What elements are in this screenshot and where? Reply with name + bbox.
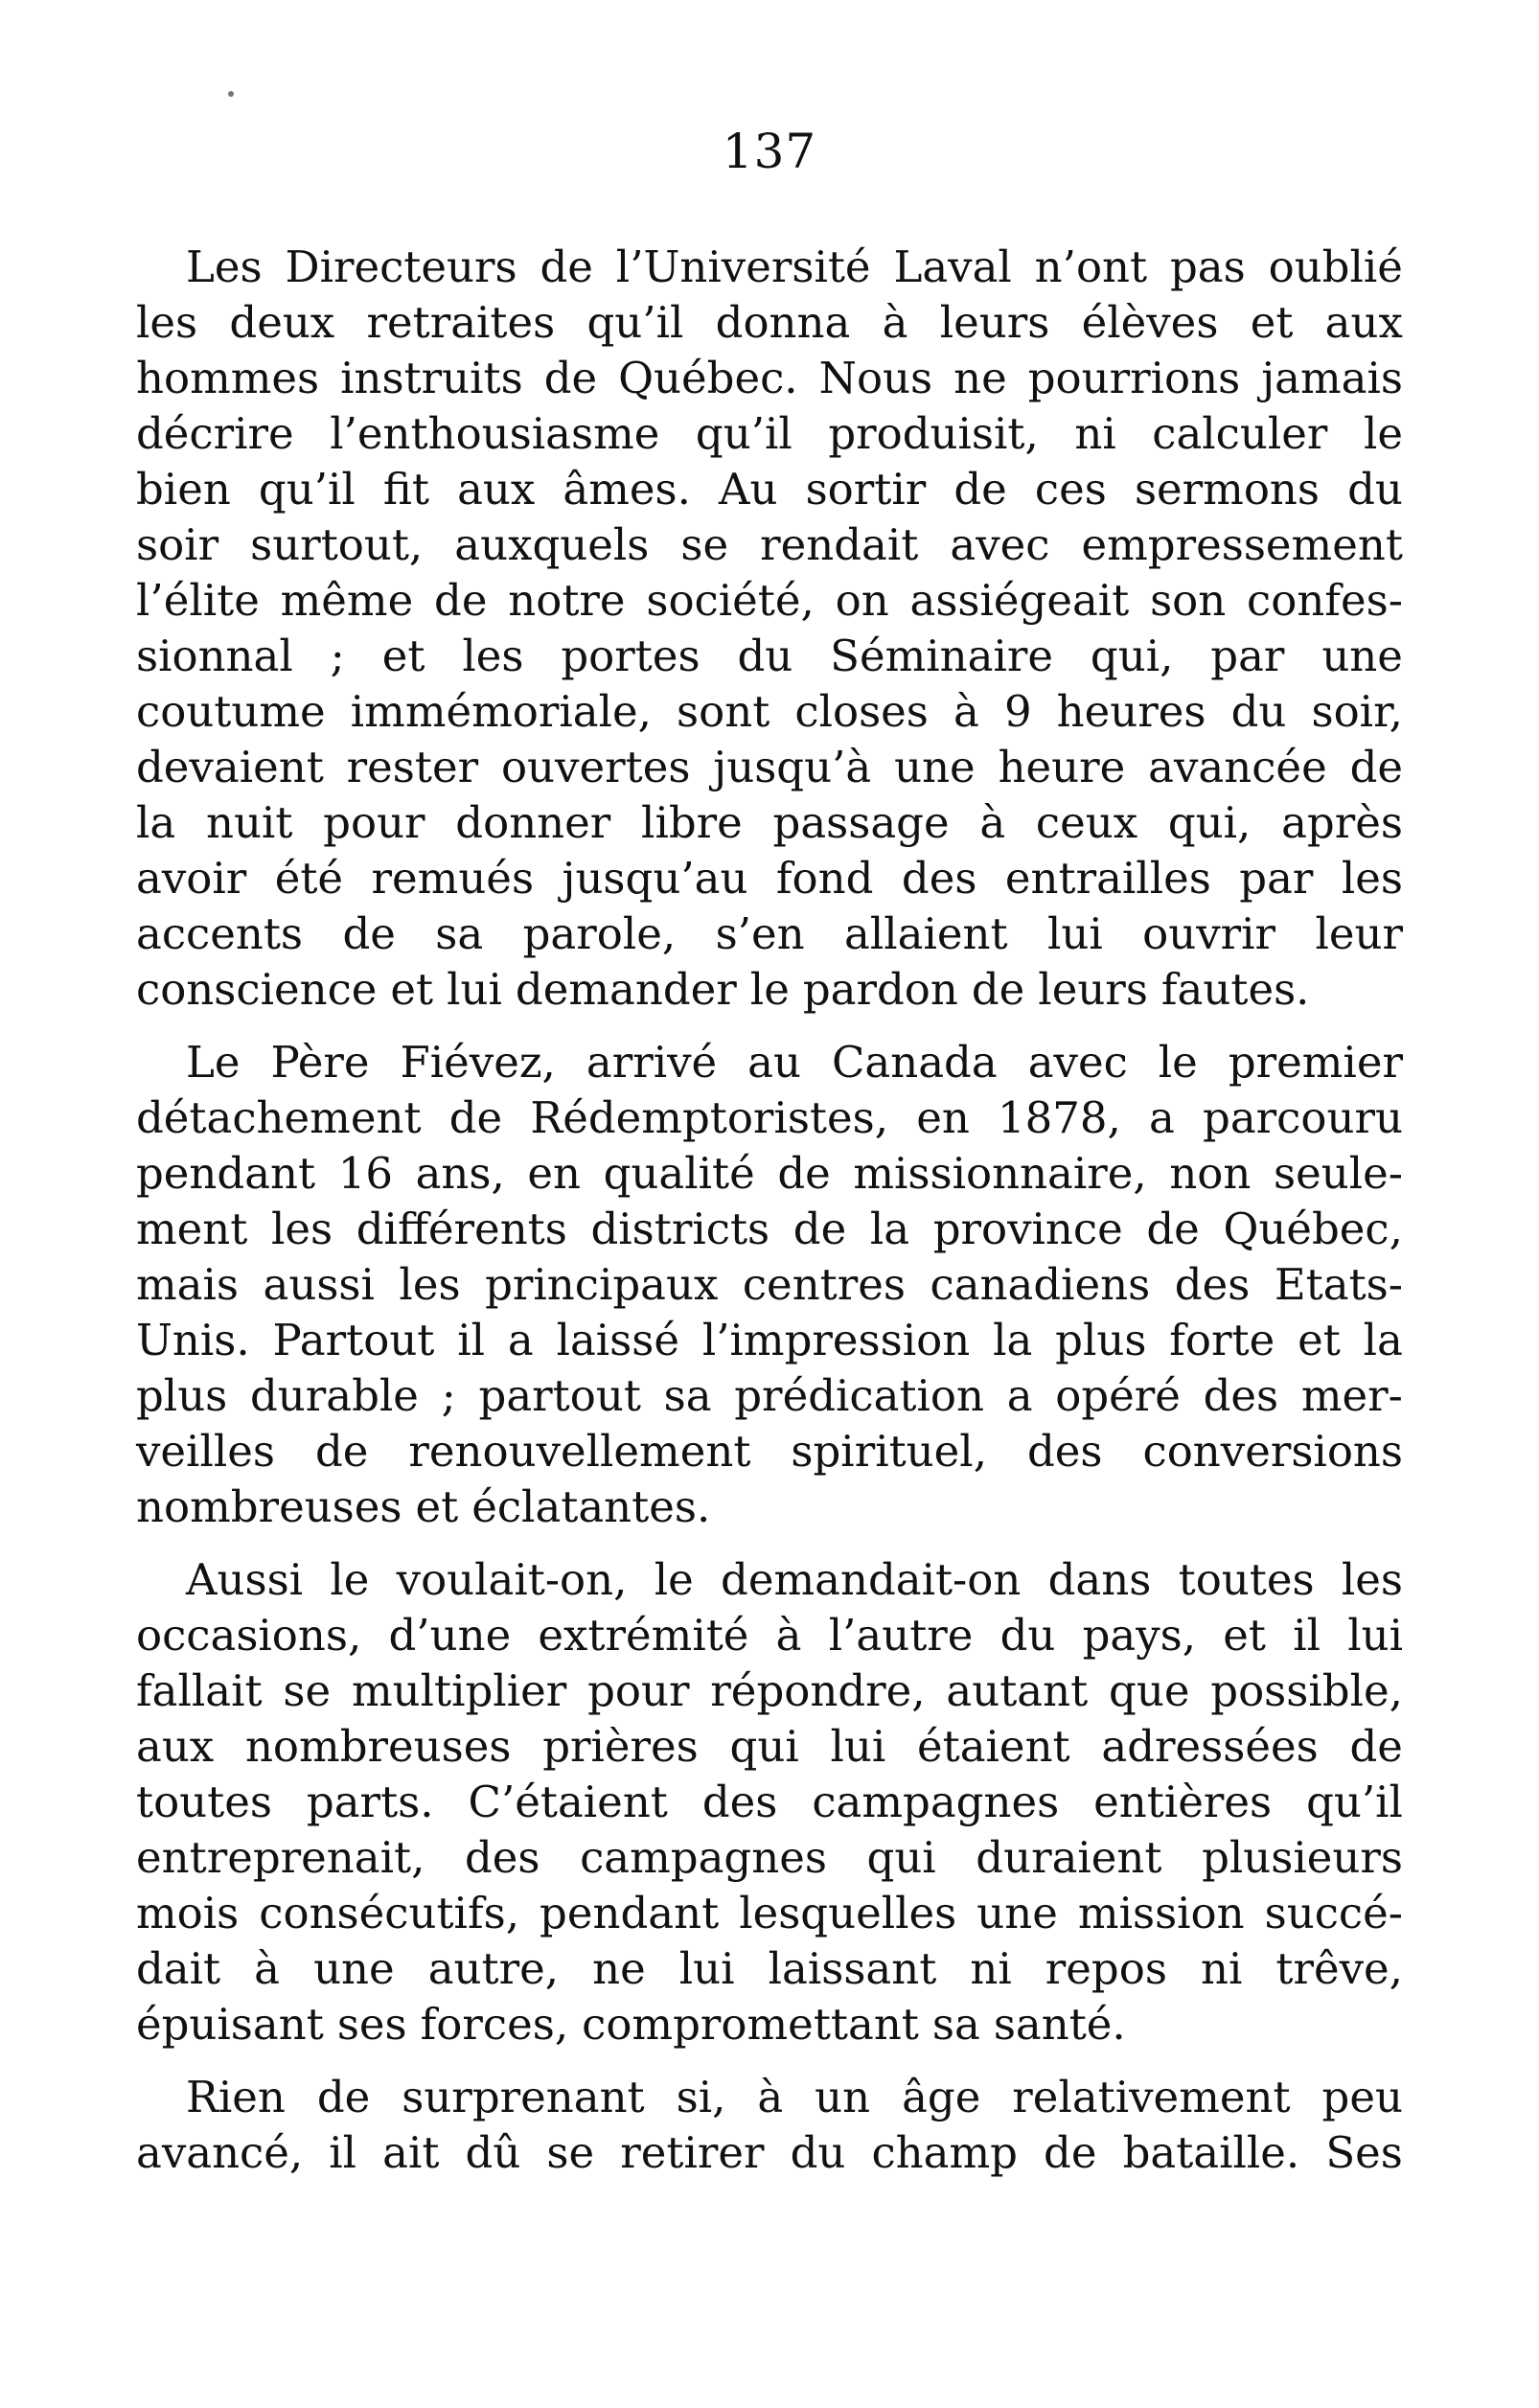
text-line: Le Père Fiévez, arrivé au Canada avec le premier	[186, 1037, 1403, 1088]
text-line: détachement de Rédemptoristes, en 1878, a parcouru	[136, 1092, 1403, 1143]
text-line: hommes instruits de Québec. Nous ne pourrions jamais	[136, 353, 1403, 403]
text-line: la nuit pour donner libre passage à ceux qui, après	[136, 797, 1403, 848]
text-line: coutume immémoriale, sont closes à 9 heures du soir,	[136, 686, 1403, 737]
text-line: soir surtout, auxquels se rendait avec empressement	[136, 519, 1403, 570]
text-line: mais aussi les principaux centres canadiens des Etats-	[136, 1259, 1403, 1310]
text-line: plus durable ; partout sa prédication a opéré des mer-	[136, 1370, 1403, 1421]
text-line: mois consécutifs, pendant lesquelles une mission succé-	[136, 1888, 1403, 1938]
text-line: devaient rester ouvertes jusqu’à une heure avancée de	[136, 742, 1403, 792]
text-line: pendant 16 ans, en qualité de missionnaire, non seule-	[136, 1148, 1403, 1199]
text-line: occasions, d’une extrémité à l’autre du pays, et il lui	[136, 1610, 1403, 1661]
paragraph	[136, 240, 1403, 1018]
text-line: Rien de surprenant si, à un âge relativement peu	[186, 2072, 1403, 2122]
print-speck	[228, 91, 234, 97]
paragraph	[136, 2070, 1403, 2181]
text-line: les deux retraites qu’il donna à leurs élèves et aux	[136, 297, 1403, 348]
paragraph	[136, 1035, 1403, 1535]
text-line: décrire l’enthousiasme qu’il produisit, ni calculer le	[136, 408, 1403, 459]
text-line: dait à une autre, ne lui laissant ni repos ni trêve,	[136, 1943, 1403, 1994]
text-line: l’élite même de notre société, on assiégeait son confes-	[136, 575, 1403, 626]
paragraph	[136, 1552, 1403, 2053]
text-line: sionnal ; et les portes du Séminaire qui, par une	[136, 631, 1403, 681]
text-line: veilles de renouvellement spirituel, des conversions	[136, 1426, 1403, 1477]
text-line: bien qu’il fit aux âmes. Au sortir de ces sermons du	[136, 464, 1403, 515]
page-number: 137	[722, 124, 817, 179]
text-line: aux nombreuses prières qui lui étaient adressées de	[136, 1721, 1403, 1772]
text-line: avoir été remués jusqu’au fond des entrailles par les	[136, 853, 1403, 904]
text-line: Aussi le voulait-on, le demandait-on dans toutes les	[186, 1554, 1403, 1605]
text-line: toutes parts. C’étaient des campagnes entières qu’il	[136, 1777, 1403, 1827]
text-line: nombreuses et éclatantes.	[136, 1481, 711, 1532]
text-line: épuisant ses forces, compromettant sa santé.	[136, 1999, 1126, 2050]
text-line: accents de sa parole, s’en allaient lui ouvrir leur	[136, 908, 1403, 959]
text-line: avancé, il ait dû se retirer du champ de bataille. Ses	[136, 2127, 1403, 2178]
text-line: Unis. Partout il a laissé l’impression la plus forte et la	[136, 1315, 1403, 1365]
text-line: ment les différents districts de la province de Québec,	[136, 1204, 1403, 1254]
text-line: entreprenait, des campagnes qui duraient plusieurs	[136, 1832, 1403, 1883]
text-line: fallait se multiplier pour répondre, autant que possible,	[136, 1665, 1403, 1716]
text-line: Les Directeurs de l’Université Laval n’ont pas oublié	[186, 241, 1403, 292]
body-text	[136, 240, 1403, 2198]
text-line: conscience et lui demander le pardon de leurs fautes.	[136, 964, 1310, 1015]
